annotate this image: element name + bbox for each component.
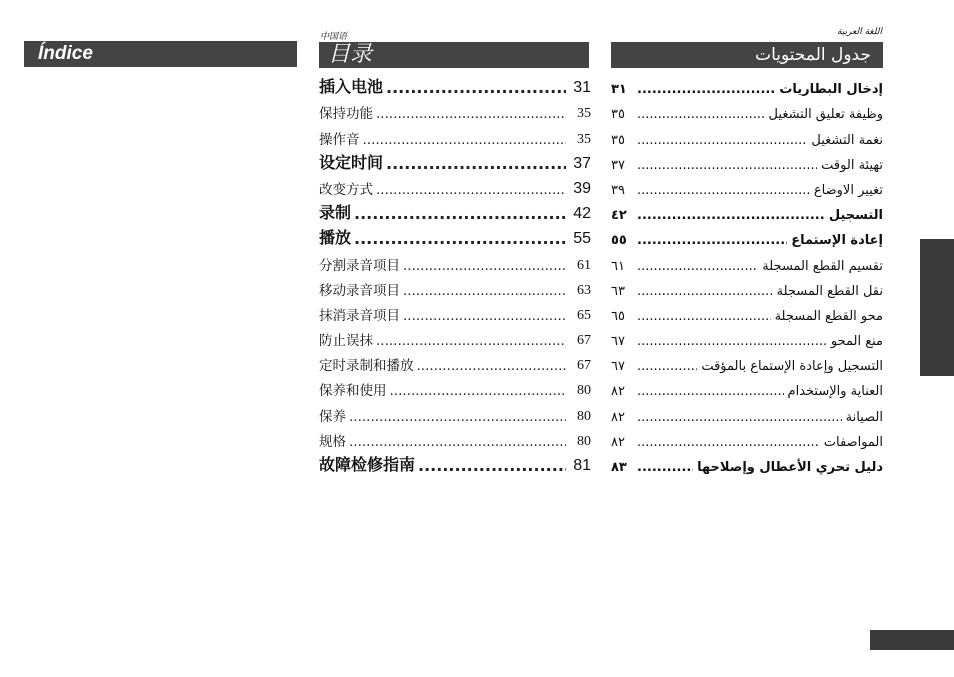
zh-entry-page: 81 [573, 457, 591, 474]
leader-dots [637, 133, 807, 148]
leader-dots [417, 358, 567, 374]
zh-entry-label: 规格 [319, 433, 346, 450]
zh-toc-list [319, 72, 591, 475]
leader-dots [637, 309, 771, 324]
zh-entry-page: 31 [573, 79, 591, 97]
zh-entry-label: 抹消录音项目 [319, 307, 400, 324]
zh-toc-entry[interactable] [319, 450, 591, 475]
zh-entry-page: 80 [577, 408, 591, 424]
zh-toc-entry[interactable] [319, 198, 591, 223]
ar-entry-page: ٣٩ [611, 182, 625, 198]
page-number-box [870, 630, 954, 650]
zh-entry-label: 定时录制和播放 [319, 358, 414, 375]
ar-toc-entry[interactable] [611, 72, 883, 97]
zh-entry-label: 录制 [319, 203, 352, 223]
leader-dots [354, 204, 566, 223]
zh-entry-label: 防止误抹 [319, 333, 373, 350]
zh-toc-entry[interactable] [319, 173, 591, 198]
zh-toc-entry[interactable] [319, 299, 591, 324]
ar-entry-page: ٦١ [611, 258, 625, 274]
zh-header [319, 42, 589, 68]
leader-dots [637, 435, 820, 450]
ar-title: جدول المحتويات [755, 45, 871, 65]
leader-dots [637, 158, 817, 173]
leader-dots [403, 308, 566, 324]
zh-entry-label: 插入电池 [319, 77, 384, 97]
leader-dots [637, 460, 693, 475]
zh-entry-page: 80 [577, 383, 591, 399]
zh-entry-page: 67 [577, 358, 591, 374]
ar-toc-entry[interactable] [611, 425, 883, 450]
zh-toc-entry[interactable] [319, 223, 591, 248]
zh-toc-entry[interactable] [319, 349, 591, 374]
ar-toc-entry[interactable] [611, 374, 883, 399]
zh-entry-page: 67 [577, 333, 591, 349]
leader-dots [637, 259, 758, 274]
leader-dots [637, 359, 697, 374]
zh-entry-page: 63 [577, 282, 591, 298]
zh-toc-entry[interactable] [319, 97, 591, 122]
leader-dots [637, 233, 787, 248]
ar-entry-page: ٨٣ [611, 460, 627, 475]
ar-entry-label: إدخال البطاريات [779, 82, 883, 98]
leader-dots [637, 410, 842, 425]
ar-entry-label: إعادة الإستماع [791, 233, 883, 249]
ar-entry-label: الصيانة [845, 409, 883, 425]
zh-entry-label: 保养和使用 [319, 383, 387, 400]
ar-language-label: اللغة العربية [837, 27, 882, 37]
ar-entry-page: ٣٥ [611, 132, 625, 148]
leader-dots [403, 258, 566, 274]
leader-dots [637, 82, 775, 97]
ar-toc-entry[interactable] [611, 122, 883, 147]
zh-toc-entry[interactable] [319, 425, 591, 450]
ar-toc-entry[interactable] [611, 148, 883, 173]
section-tab [920, 239, 954, 376]
zh-entry-page: 65 [577, 307, 591, 323]
ar-toc-entry[interactable] [611, 198, 883, 223]
ar-entry-label: العناية والإستخدام [787, 384, 883, 400]
leader-dots [363, 132, 567, 148]
zh-entry-label: 设定时间 [319, 152, 384, 172]
zh-entry-label: 保持功能 [319, 106, 373, 123]
zh-entry-label: 分割录音项目 [319, 257, 400, 274]
ar-entry-label: منع المحو [830, 334, 883, 350]
zh-entry-page: 80 [577, 433, 591, 449]
ar-entry-label: تقسيم القطع المسجلة [762, 258, 883, 274]
leader-dots [390, 383, 567, 399]
ar-entry-label: التسجيل وإعادة الإستماع بالمؤقت [701, 359, 883, 375]
zh-toc-entry[interactable] [319, 248, 591, 273]
zh-entry-page: 55 [573, 230, 591, 248]
ar-entry-page: ٨٢ [611, 384, 625, 400]
ar-entry-label: تهيئة الوقت [821, 157, 883, 173]
leader-dots [386, 154, 566, 173]
zh-entry-page: 39 [573, 179, 591, 197]
zh-entry-page: 35 [577, 131, 591, 147]
ar-toc-entry[interactable] [611, 248, 883, 273]
leader-dots [376, 106, 566, 122]
ar-entry-label: دليل تحري الأعطال وإصلاحها [697, 460, 883, 475]
zh-entry-label: 播放 [319, 228, 352, 248]
zh-entry-page: 35 [577, 106, 591, 122]
zh-toc-entry[interactable] [319, 374, 591, 399]
leader-dots [637, 384, 784, 399]
ar-entry-label: المواصفات [823, 434, 883, 450]
ar-entry-page: ٦٣ [611, 283, 625, 299]
ar-entry-page: ٥٥ [611, 233, 627, 249]
ar-entry-page: ٣٥ [611, 107, 625, 123]
leader-dots [637, 334, 827, 349]
ar-toc-entry[interactable] [611, 324, 883, 349]
leader-dots [349, 409, 566, 425]
ar-toc-entry[interactable] [611, 349, 883, 374]
ar-entry-page: ٣١ [611, 82, 627, 98]
leader-dots [418, 456, 566, 475]
leader-dots [403, 283, 566, 299]
ar-entry-label: محو القطع المسجلة [774, 308, 883, 324]
zh-entry-page: 61 [577, 257, 591, 273]
ar-toc-entry[interactable] [611, 299, 883, 324]
leader-dots [637, 183, 810, 198]
zh-toc-entry[interactable] [319, 148, 591, 173]
zh-toc-entry[interactable] [319, 324, 591, 349]
ar-toc-entry[interactable] [611, 173, 883, 198]
zh-entry-page: 37 [573, 154, 591, 172]
ar-entry-page: ٦٥ [611, 308, 625, 324]
zh-entry-page: 42 [573, 205, 591, 223]
ar-toc-entry[interactable] [611, 450, 883, 475]
zh-entry-label: 移动录音项目 [319, 282, 400, 299]
ar-entry-label: تغيير الاوضاع [813, 182, 883, 198]
indice-title: Índice [38, 43, 93, 64]
ar-entry-label: نقل القطع المسجلة [776, 283, 883, 299]
zh-toc-entry[interactable] [319, 72, 591, 97]
ar-toc-entry[interactable] [611, 223, 883, 248]
ar-header [611, 42, 883, 68]
leader-dots [354, 229, 566, 248]
ar-entry-page: ٣٧ [611, 157, 625, 173]
zh-toc-entry[interactable] [319, 122, 591, 147]
ar-toc-list [611, 72, 883, 475]
ar-entry-label: التسجيل [828, 208, 883, 224]
zh-language-label: 中国语 [320, 32, 348, 42]
leader-dots [376, 333, 566, 349]
leader-dots [637, 284, 773, 299]
ar-entry-page: ٦٧ [611, 359, 625, 375]
ar-toc-entry[interactable] [611, 97, 883, 122]
zh-toc-entry[interactable] [319, 399, 591, 424]
leader-dots [637, 208, 825, 223]
ar-toc-entry[interactable] [611, 274, 883, 299]
leader-dots [349, 434, 566, 450]
zh-entry-label: 故障检修指南 [319, 455, 416, 474]
ar-entry-label: نغمة التشغيل [811, 132, 883, 148]
indice-header [24, 41, 297, 67]
ar-entry-page: ٤٢ [611, 208, 627, 224]
ar-entry-page: ٨٢ [611, 434, 625, 450]
leader-dots [637, 107, 765, 122]
leader-dots [376, 182, 566, 198]
zh-toc-entry[interactable] [319, 274, 591, 299]
zh-entry-label: 改变方式 [319, 181, 373, 198]
ar-entry-label: وظيفة تعليق التشغيل [768, 107, 883, 123]
zh-title: 目录 [328, 42, 373, 67]
ar-toc-entry[interactable] [611, 399, 883, 424]
ar-entry-page: ٨٢ [611, 409, 625, 425]
leader-dots [386, 78, 566, 97]
zh-entry-label: 保养 [319, 408, 346, 425]
ar-entry-page: ٦٧ [611, 334, 625, 350]
zh-entry-label: 操作音 [319, 131, 360, 148]
